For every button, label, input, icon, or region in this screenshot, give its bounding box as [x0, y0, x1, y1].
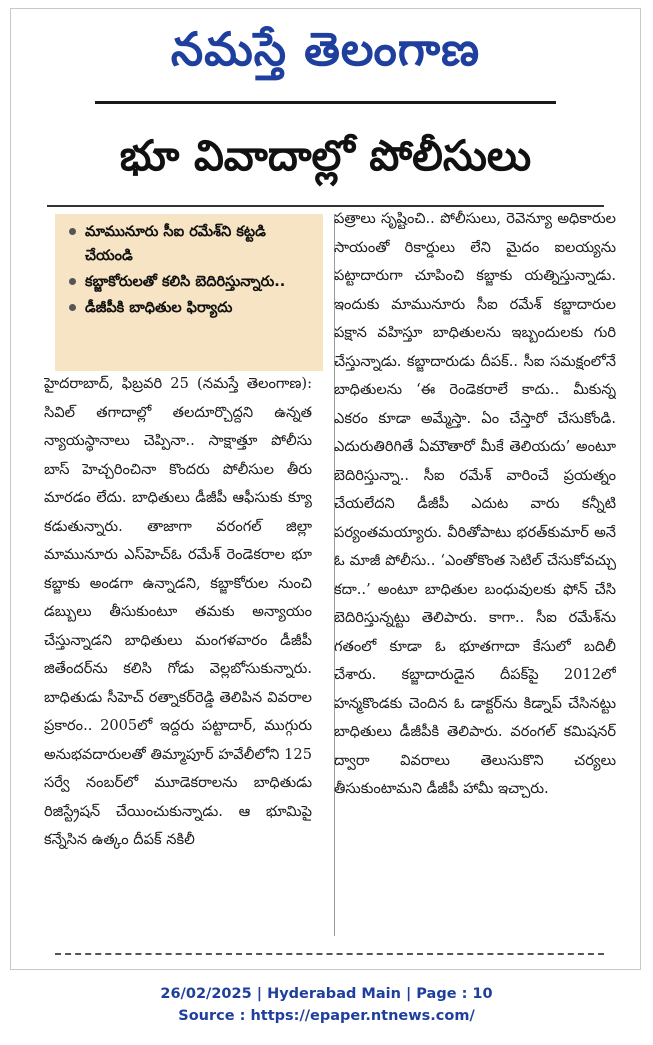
article-body-left: హైదరాబాద్, ఫిబ్రవరి 25 (నమస్తే తెలంగాణ): సివిల్ తగాదాల్లో తలదూర్చొద్దని ఉన్నత న్యాయస్థానాలు చెప్పినా.. సాక్షాత్తూ పోలీసు బాస్ హెచ్చరించినా కొందరు పోలీసుల తీరు మారడం లేదు. బాధితులు డీజీపీ ఆఫీసుకు క్యూ కడుతున్నారు. తాజాగా వరంగల్ జిల్లా మామునూరు ఎస్‌హెచ్‌ఓ రమేశ్ రెండెకరాల భూ కబ్జాకు అండగా ఉన్నాడని, కబ్జాకోరుల నుంచి డబ్బులు తీసుకుంటూ తమకు అన్యాయం చేస్తున్నాడని బాధితులు మంగళవారం డీజీపీ జితేందర్‌ను కలిసి గోడు వెల్లబోసుకున్నారు. బాధితుడు సీహెచ్ రత్నాకర్‌రెడ్డి తెలిపిన వివరాల ప్రకారం.. 2005లో ఇద్దరు పట్టాదార్, ముగ్గురు అనుభవదారులతో తిమ్మాపూర్ హవేలీలోని 125 సర్వే నంబర్‌లో మూడెకరాలను బాధితుడు రిజిస్ట్రేషన్ చేయించుకున్నాడు. ఆ భూమిపై కన్నేసిన ఉత్కం దీపక్ నకిలీ: [44, 375, 312, 848]
highlight-item: [69, 296, 315, 320]
newspaper-masthead: నమస్తే తెలంగాణ: [170, 22, 481, 76]
bullet-icon: [69, 304, 76, 311]
highlight-text: కబ్జాకోరులతో కలిసి బెదిరిస్తున్నారు..: [85, 274, 286, 290]
article-body-right: పత్రాలు సృష్టించి.. పోలీసులు, రెవెన్యూ అధికారుల సాయంతో రికార్డులు లేని మైదం ఐలయ్యను పట్టాదారుగా చూపించి కబ్జాకు యత్నిస్తున్నాడు. ఇందుకు మామునూరు సీఐ రమేశ్ కబ్జాదారుల పక్షాన వహిస్తూ బాధితులను ఇబ్బందులకు గురి చేస్తున్నాడు. కబ్జాదారుడు దీపక్.. సీఐ సమక్షంలోనే బాధితులను ‘ఈ రెండెకరాలే కాదు.. మీకున్న ఎకరం కూడా అమ్మేస్తా. ఏం చేస్తారో చేసుకోండి. ఎదురుతిరిగితే ఏమౌతారో మీకే తెలియదు’ అంటూ బెదిరిస్తున్నా.. సీఐ రమేశ్ వారించే ప్రయత్నం చేయలేదని డీజీపీ ఎదుట వారు కన్నీటి పర్యంతమయ్యారు. వీరితోపాటు భరత్‌కుమార్ అనే ఓ మాజీ పోలీసు.. ‘ఎంతోకొంత సెటిల్ చేసుకోవచ్చు కదా..’ అంటూ బాధితుల బంధువులకు ఫోన్ చేసి బెదిరిస్తున్నట్టు తెలిపారు. కాగా.. సీఐ రమేశ్‌ను గతంలో కూడా ఓ భూతగాదా కేసులో బదిలీ చేశారు. కబ్జాదారుడైన దీపక్‌పై 2012లో హన్మకొండకు చెందిన ఓ డాక్టర్‌ను కిడ్నాప్ చేసినట్టు బాధితులు డీజీపీకి తెలిపారు. వరంగల్ కమిషనర్ ద్వారా వివరాలు తెలుసుకొని చర్యలు తీసుకుంటామని డీజీపీ హామీ ఇచ్చారు.: [334, 210, 616, 797]
article-headline: భూ వివాదాల్లో పోలీసులు: [119, 131, 532, 180]
masthead-divider: [95, 101, 556, 104]
bullet-icon: [69, 228, 76, 235]
article-column-right: [334, 205, 616, 930]
article-column-left: [44, 370, 312, 930]
highlight-item: [69, 270, 315, 294]
footer-date-edition: 26/02/2025 | Hyderabad Main | Page : 10: [160, 986, 493, 1002]
bullet-icon: [69, 278, 76, 285]
footer-source-link[interactable]: Source : https://epaper.ntnews.com/: [178, 1008, 475, 1024]
bottom-divider: [55, 953, 604, 955]
highlight-item: [69, 220, 315, 268]
highlight-text: మామునూరు సీఐ రమేశ్‌ని కట్టడి చేయండి: [85, 224, 266, 264]
highlight-text: డీజీపీకి బాధితుల ఫిర్యాదు: [85, 300, 233, 316]
highlights-box: [55, 214, 323, 371]
